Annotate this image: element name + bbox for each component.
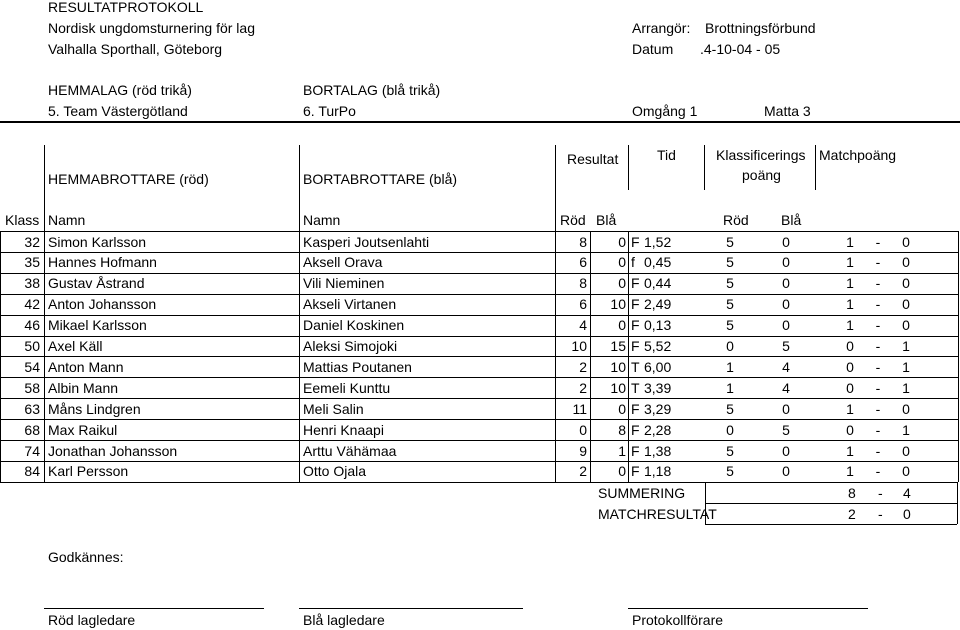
class-points-red-cell: 0 — [726, 421, 734, 438]
weight-class-cell: 54 — [24, 358, 40, 375]
away-wrestler-name: Henri Knaapi — [303, 421, 384, 438]
class-points-blue-cell: 0 — [782, 317, 790, 334]
home-wrestler-name: Karl Persson — [48, 463, 129, 480]
time-cell: 2,28 — [644, 421, 672, 438]
match-points-blue-cell: 0 — [902, 254, 910, 271]
away-wrestler-name: Akseli Virtanen — [303, 296, 397, 313]
home-wrestler-name: Gustav Åstrand — [48, 275, 145, 292]
date-label: Datum — [632, 41, 674, 57]
weight-class-cell: 74 — [24, 442, 40, 459]
header-separator — [628, 145, 629, 190]
klass-header: Klass — [5, 212, 40, 228]
class-points-blue-cell: 0 — [782, 296, 790, 313]
class-points-header-2: poäng — [742, 167, 781, 183]
match-points-dash: - — [875, 338, 881, 354]
result-blue-cell: 0 — [618, 233, 626, 250]
weight-class-cell: 63 — [24, 400, 40, 417]
column-line — [299, 231, 300, 482]
match-points-dash: - — [875, 421, 881, 438]
blue-leader-label: Blå lagledare — [303, 612, 385, 628]
time-cell: 0,45 — [644, 254, 672, 271]
protocol-title: RESULTATPROTOKOLL — [48, 0, 204, 15]
summary-line — [705, 503, 957, 504]
weight-class-cell: 50 — [24, 338, 40, 354]
away-team-label: BORTALAG (blå trikå) — [303, 82, 441, 98]
sum-blue: 4 — [903, 485, 911, 501]
signature-line-red — [44, 608, 264, 609]
match-points-red-cell: 1 — [846, 296, 854, 313]
weight-class-cell: 46 — [24, 317, 40, 334]
result-red-cell: 11 — [572, 400, 587, 417]
result-blue-cell: 15 — [610, 338, 626, 354]
match-points-red-cell: 1 — [846, 275, 854, 292]
match-points-dash: - — [875, 463, 881, 480]
away-wrestler-name: Eemeli Kunttu — [303, 379, 391, 396]
result-red-cell: 10 — [571, 338, 587, 354]
home-team-name: 5. Team Västergötland — [48, 103, 188, 119]
away-wrestler-name: Otto Ojala — [303, 463, 367, 480]
row-line — [0, 377, 958, 378]
result-blue-header: Blå — [596, 212, 617, 228]
time-cell: 0,44 — [644, 275, 672, 292]
victory-type-cell: F — [631, 317, 640, 334]
sum-red: 8 — [848, 485, 856, 501]
home-wrestler-name: Albin Mann — [48, 379, 119, 396]
points-blue-header: Blå — [781, 212, 802, 228]
match-points-red-cell: 1 — [846, 400, 854, 417]
row-line — [0, 482, 958, 483]
match-points-red-cell: 0 — [846, 421, 854, 438]
weight-class-cell: 58 — [24, 379, 40, 396]
match-points-red-cell: 1 — [846, 442, 854, 459]
victory-type-cell: T — [631, 358, 640, 375]
match-points-red-cell: 0 — [846, 379, 854, 396]
time-cell: 5,52 — [644, 338, 672, 354]
away-wrestler-name: Daniel Koskinen — [303, 317, 405, 334]
match-points-blue-cell: 0 — [902, 400, 910, 417]
result-red-header: Röd — [560, 212, 586, 228]
venue-name: Valhalla Sporthall, Göteborg — [48, 41, 223, 57]
header-divider — [0, 121, 960, 123]
time-cell: 3,29 — [644, 400, 672, 417]
result-blue-cell: 1 — [618, 442, 626, 459]
weight-class-cell: 68 — [24, 421, 40, 438]
match-points-red-cell: 0 — [846, 358, 854, 375]
victory-type-cell: T — [631, 379, 640, 396]
row-line — [0, 336, 958, 337]
match-points-dash: - — [875, 442, 881, 459]
away-name-header: Namn — [303, 212, 341, 228]
match-points-red-cell: 1 — [846, 463, 854, 480]
class-points-blue-cell: 0 — [782, 275, 790, 292]
header-separator — [44, 145, 45, 233]
row-line — [0, 356, 958, 357]
result-blue-cell: 0 — [618, 254, 626, 271]
result-blue-cell: 0 — [618, 400, 626, 417]
result-blue-cell: 8 — [618, 421, 626, 438]
weight-class-cell: 42 — [24, 296, 40, 313]
recorder-label: Protokollförare — [632, 612, 724, 628]
result-red-cell: 6 — [579, 254, 587, 271]
match-points-dash: - — [875, 275, 881, 292]
class-points-red-cell: 5 — [726, 275, 734, 292]
result-red-cell: 8 — [579, 233, 587, 250]
away-wrestler-name: Aleksi Simojoki — [303, 338, 398, 354]
away-team-name: 6. TurPo — [303, 103, 356, 119]
match-result-dash: - — [878, 506, 883, 522]
match-points-blue-cell: 0 — [902, 233, 910, 250]
signature-line-blue — [299, 608, 523, 609]
match-points-header: Matchpoäng — [819, 147, 897, 163]
summary-line — [705, 524, 957, 525]
result-blue-cell: 0 — [618, 275, 626, 292]
away-wrestler-name: Mattias Poutanen — [303, 358, 412, 375]
time-cell: 0,13 — [644, 317, 672, 334]
class-points-red-cell: 5 — [726, 400, 734, 417]
column-line — [958, 231, 959, 482]
class-points-red-cell: 5 — [726, 463, 734, 480]
home-wrestler-name: Axel Käll — [48, 338, 103, 354]
match-points-blue-cell: 0 — [902, 275, 910, 292]
victory-type-cell: F — [631, 421, 640, 438]
home-wrestlers-header: HEMMABROTTARE (röd) — [48, 171, 209, 187]
header-separator — [299, 145, 300, 233]
result-red-cell: 2 — [579, 358, 587, 375]
organizer-value: Brottningsförbund — [705, 20, 816, 36]
home-wrestler-name: Måns Lindgren — [48, 400, 141, 417]
match-points-red-cell: 1 — [846, 317, 854, 334]
match-points-blue-cell: 1 — [902, 421, 910, 438]
class-points-red-cell: 1 — [726, 358, 734, 375]
result-blue-cell: 10 — [610, 379, 626, 396]
match-points-blue-cell: 1 — [902, 358, 910, 375]
column-line — [628, 231, 629, 482]
match-points-blue-cell: 1 — [902, 379, 910, 396]
result-red-cell: 2 — [579, 463, 587, 480]
victory-type-cell: F — [631, 296, 640, 313]
result-red-cell: 9 — [579, 442, 587, 459]
header-separator — [555, 145, 556, 233]
victory-type-cell: F — [631, 275, 640, 292]
class-points-blue-cell: 0 — [782, 254, 790, 271]
class-points-blue-cell: 4 — [782, 358, 790, 375]
match-points-dash: - — [875, 400, 881, 417]
match-points-blue-cell: 0 — [902, 296, 910, 313]
round-label: Omgång 1 — [632, 103, 698, 119]
class-points-blue-cell: 4 — [782, 379, 790, 396]
weight-class-cell: 35 — [24, 254, 40, 271]
date-value: .4-10-04 - 05 — [700, 41, 781, 57]
home-wrestler-name: Anton Mann — [48, 358, 124, 375]
class-points-red-cell: 1 — [726, 379, 734, 396]
victory-type-cell: F — [631, 338, 640, 354]
weight-class-cell: 38 — [24, 275, 40, 292]
away-wrestler-name: Kasperi Joutsenlahti — [303, 233, 430, 250]
home-wrestler-name: Simon Karlsson — [48, 233, 147, 250]
away-wrestler-name: Aksell Orava — [303, 254, 383, 271]
column-line — [44, 231, 45, 482]
class-points-header: Klassificerings — [716, 147, 806, 163]
result-red-cell: 8 — [579, 275, 587, 292]
result-red-cell: 4 — [579, 317, 587, 334]
class-points-blue-cell: 0 — [782, 463, 790, 480]
time-cell: 1,18 — [644, 463, 672, 480]
away-wrestler-name: Meli Salin — [303, 400, 364, 417]
header-separator — [815, 145, 816, 190]
result-blue-cell: 10 — [610, 296, 626, 313]
match-result-red: 2 — [848, 506, 856, 522]
home-wrestler-name: Mikael Karlsson — [48, 317, 147, 334]
home-wrestler-name: Max Raikul — [48, 421, 118, 438]
victory-type-cell: F — [631, 463, 640, 480]
home-wrestler-name: Anton Johansson — [48, 296, 157, 313]
time-header: Tid — [657, 147, 676, 163]
time-cell: 3,39 — [644, 379, 672, 396]
class-points-red-cell: 0 — [726, 338, 734, 354]
class-points-blue-cell: 0 — [782, 400, 790, 417]
time-cell: 2,49 — [644, 296, 672, 313]
result-blue-cell: 0 — [618, 463, 626, 480]
match-points-dash: - — [875, 254, 881, 271]
organizer-label: Arrangör: — [632, 20, 691, 36]
home-name-header: Namn — [48, 212, 86, 228]
row-line — [0, 398, 958, 399]
result-red-cell: 6 — [579, 296, 587, 313]
victory-type-cell: F — [631, 400, 640, 417]
time-cell: 6,00 — [644, 358, 672, 375]
match-points-dash: - — [875, 379, 881, 396]
time-cell: 1,38 — [644, 442, 672, 459]
summary-box-right — [957, 482, 958, 524]
match-points-dash: - — [875, 317, 881, 334]
result-red-cell: 0 — [579, 421, 587, 438]
match-points-blue-cell: 0 — [902, 442, 910, 459]
class-points-blue-cell: 0 — [782, 442, 790, 459]
approved-label: Godkännes: — [48, 549, 124, 565]
signature-line-recorder — [628, 608, 868, 609]
match-points-red-cell: 1 — [846, 254, 854, 271]
away-wrestlers-header: BORTABROTTARE (blå) — [303, 171, 458, 187]
match-points-dash: - — [875, 358, 881, 375]
weight-class-cell: 32 — [24, 233, 40, 250]
home-wrestler-name: Jonathan Johansson — [48, 442, 178, 459]
result-header: Resultat — [567, 151, 619, 167]
row-line — [0, 419, 958, 420]
class-points-red-cell: 5 — [726, 442, 734, 459]
event-name: Nordisk ungdomsturnering för lag — [48, 20, 255, 36]
header-separator — [704, 145, 705, 190]
sum-dash: - — [878, 485, 883, 501]
class-points-blue-cell: 5 — [782, 421, 790, 438]
victory-type-cell: F — [631, 233, 640, 250]
match-points-blue-cell: 0 — [902, 463, 910, 480]
weight-class-cell: 84 — [24, 463, 40, 480]
match-points-red-cell: 1 — [846, 233, 854, 250]
row-line — [0, 461, 958, 462]
class-points-red-cell: 5 — [726, 296, 734, 313]
match-points-blue-cell: 0 — [902, 317, 910, 334]
match-points-blue-cell: 1 — [902, 338, 910, 354]
victory-type-cell: F — [631, 442, 640, 459]
match-points-dash: - — [875, 296, 881, 313]
match-result-blue: 0 — [903, 506, 911, 522]
summary-box-left — [705, 482, 706, 524]
result-blue-cell: 10 — [610, 358, 626, 375]
mat-label: Matta 3 — [764, 103, 811, 119]
home-team-label: HEMMALAG (röd trikå) — [48, 82, 192, 98]
sum-label: SUMMERING — [598, 485, 686, 501]
red-leader-label: Röd lagledare — [48, 612, 136, 628]
away-wrestler-name: Arttu Vähämaa — [303, 442, 397, 459]
home-wrestler-name: Hannes Hofmann — [48, 254, 157, 271]
class-points-blue-cell: 5 — [782, 338, 790, 354]
class-points-red-cell: 5 — [726, 317, 734, 334]
class-points-blue-cell: 0 — [782, 233, 790, 250]
match-points-red-cell: 0 — [846, 338, 854, 354]
result-blue-cell: 0 — [618, 317, 626, 334]
match-points-dash: - — [875, 233, 881, 250]
time-cell: 1,52 — [644, 233, 672, 250]
column-line — [590, 231, 591, 482]
class-points-red-cell: 5 — [726, 254, 734, 271]
points-red-header: Röd — [723, 212, 749, 228]
victory-type-cell: f — [631, 254, 635, 271]
result-red-cell: 2 — [579, 379, 587, 396]
away-wrestler-name: Vili Nieminen — [303, 275, 385, 292]
match-result-label: MATCHRESULTAT — [598, 506, 717, 522]
class-points-red-cell: 5 — [726, 233, 734, 250]
